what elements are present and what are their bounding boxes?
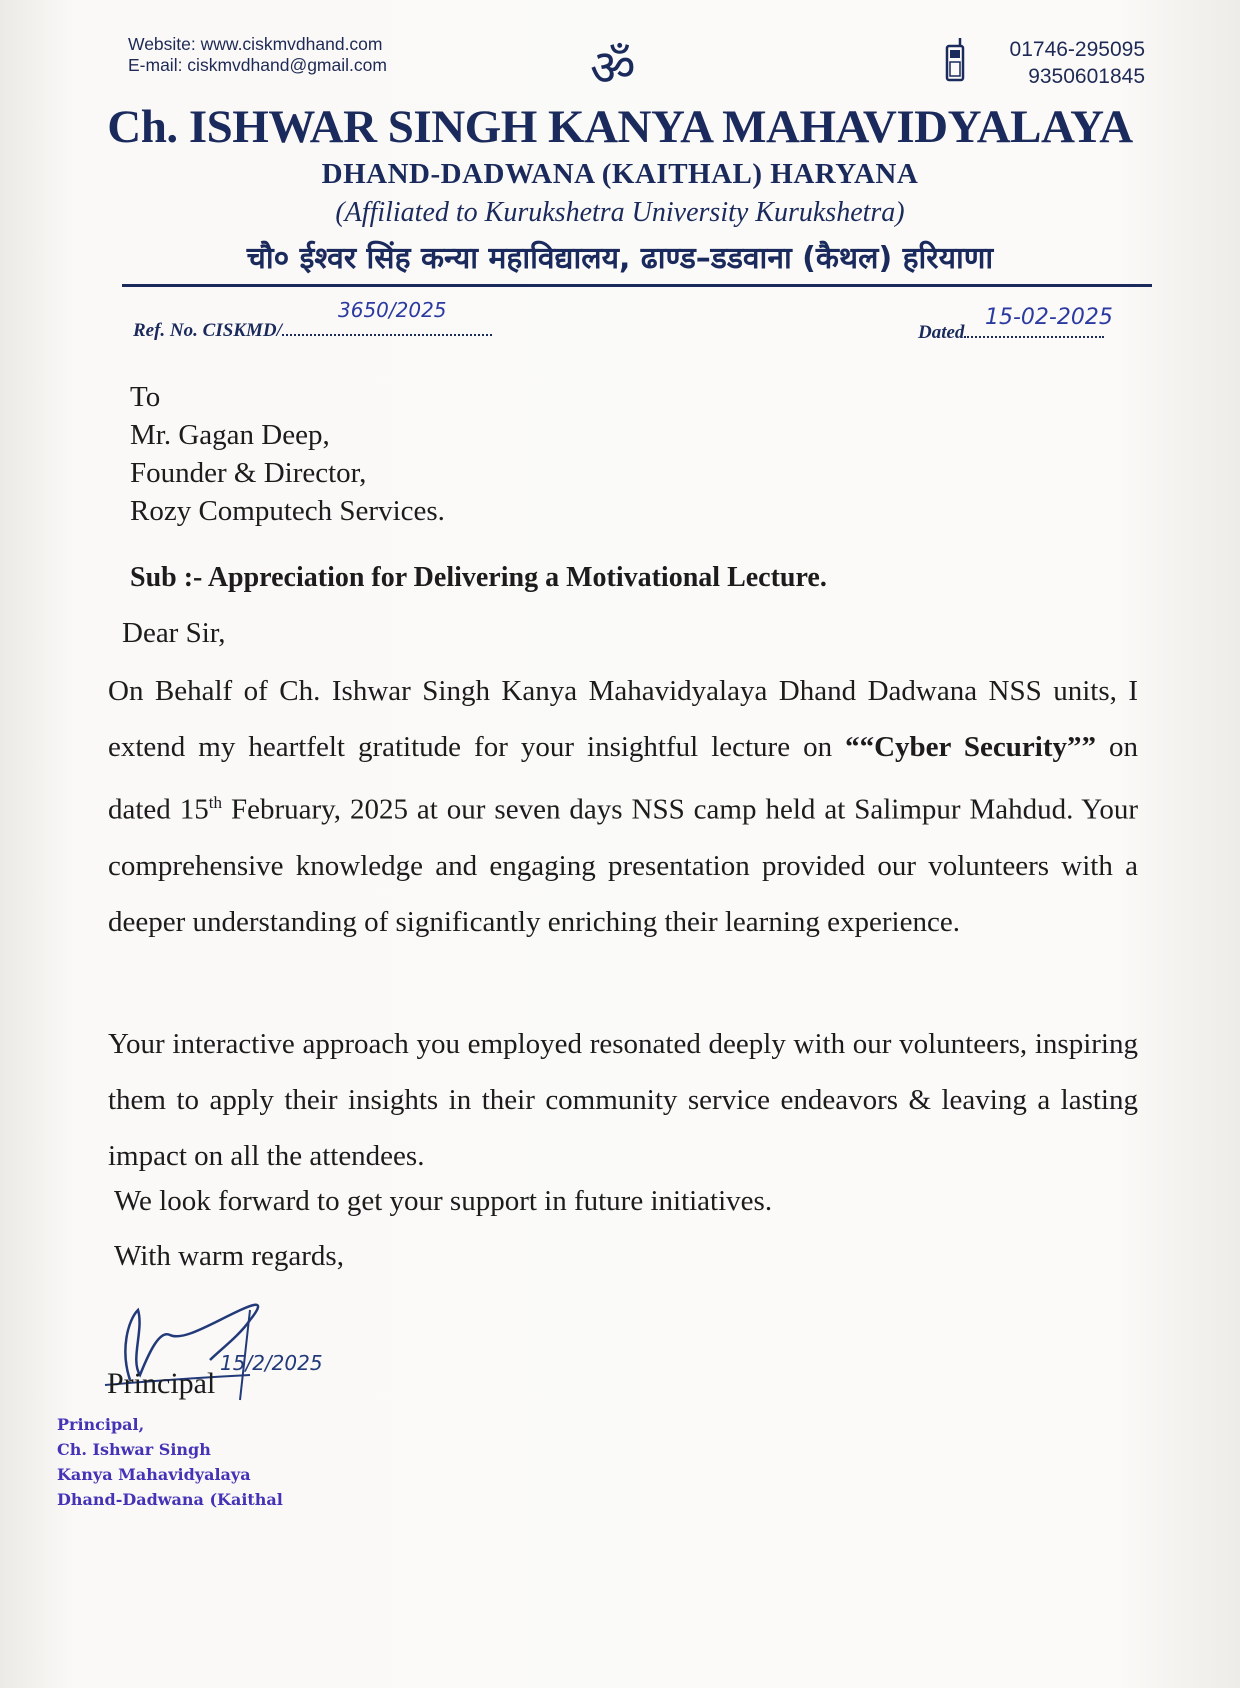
phone-icon [945,36,967,84]
recipient-address [130,378,445,530]
address-title: Founder & Director, [130,457,367,489]
affiliation: (Affiliated to Kurukshetra University Kurukshetra) [335,197,905,228]
paragraph-1 [108,663,1138,950]
phone-block [985,36,1145,90]
stamp-line-1: Principal, [57,1415,145,1434]
signatory-title: Principal [107,1367,216,1400]
para1-part-b: on dated 15 [108,731,1139,826]
date-label: Dated [918,322,965,343]
principal-stamp [57,1412,283,1512]
college-place: DHAND-DADWANA (KAITHAL) HARYANA [321,158,919,190]
signature-date: 15/2/2025 [220,1351,323,1375]
om-symbol: ॐ [590,40,636,96]
lecture-topic: ““Cyber Security”” [845,731,1096,763]
phone-1: 01746-295095 [1009,38,1145,61]
contact-block [128,34,387,76]
website-text: Website: www.ciskmvdhand.com [128,34,383,54]
para1-part-a: On Behalf of Ch. Ishwar Singh Kanya Mahavidyalaya Dhand Dadwana NSS units, I extend my heartfelt gratitude for your insightful lecture on [108,675,1138,763]
address-company: Rozy Computech Services. [130,495,445,527]
closing: With warm regards, [114,1240,344,1272]
stamp-line-3: Kanya Mahavidyalaya [57,1465,251,1484]
email-text: E-mail: ciskmvdhand@gmail.com [128,55,387,75]
paragraph-2: Your interactive approach you employed resonated deeply with our volunteers, inspiring them to apply their insights in their community service endeavors & leaving a lasting impact on all the attendees. [108,1028,1138,1172]
stamp-line-4: Dhand-Dadwana (Kaithal [57,1490,283,1509]
greeting: Dear Sir, [122,617,226,649]
header-divider [122,284,1152,287]
address-name: Mr. Gagan Deep, [130,419,330,451]
ref-label: Ref. No. CISKMD/ [133,320,282,341]
date-value: 15-02-2025 [985,305,1113,330]
paragraph-3: We look forward to get your support in future initiatives. [114,1185,773,1217]
address-to: To [130,381,161,413]
stamp-line-2: Ch. Ishwar Singh [57,1440,211,1459]
college-name: Ch. ISHWAR SINGH KANYA MAHAVIDYALAYA [107,101,1133,153]
para1-part-c: February, 2025 at our seven days NSS camp held at Salimpur Mahdud. Your comprehensive knowledge and engaging presentation provided our volunteers with a deeper understanding of significantly enriching their learning experience. [108,793,1138,938]
phone-2: 9350601845 [1028,65,1145,88]
hindi-name: चौ० ईश्वर सिंह कन्या महाविद्यालय, ढाण्ड–डडवाना (कैथल) हरियाणा [246,241,994,276]
para1-sup: th [208,793,222,812]
ref-number: 3650/2025 [338,298,447,322]
subject-line: Sub :- Appreciation for Delivering a Motivational Lecture. [130,562,827,593]
